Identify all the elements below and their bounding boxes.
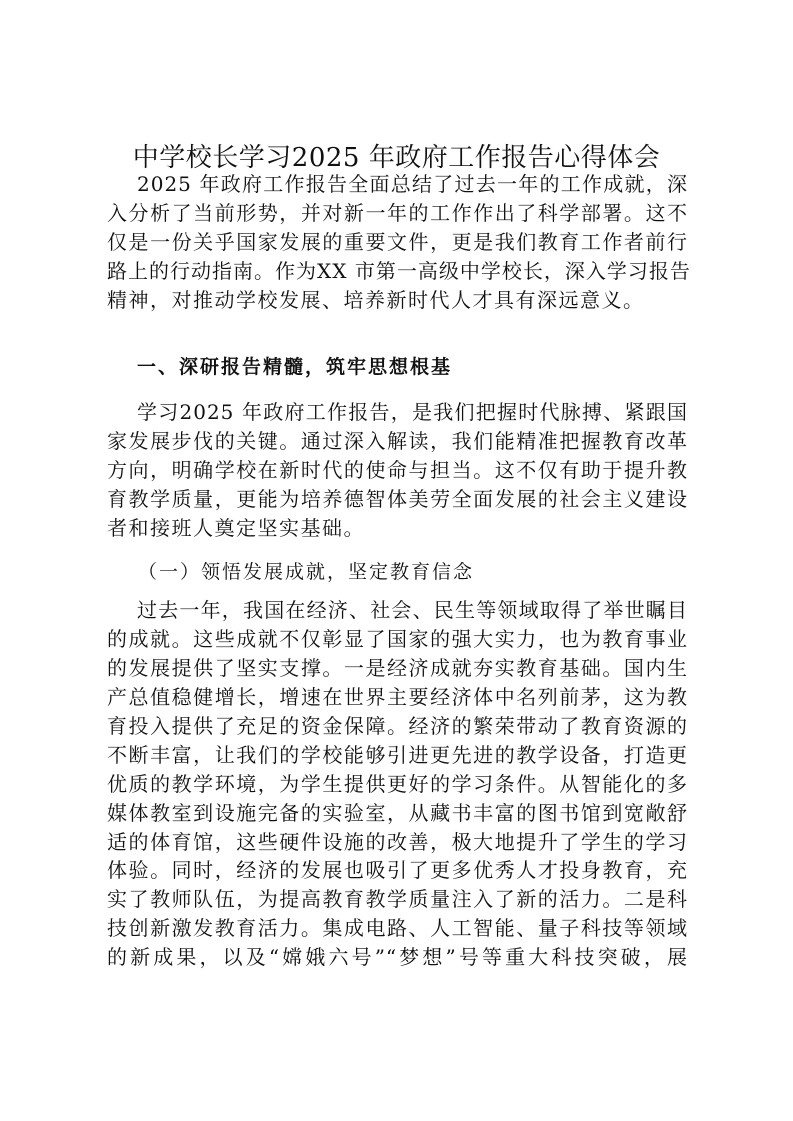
text-line: 仅是一份关乎国家发展的重要文件，更是我们教育工作者前行 [107, 230, 688, 254]
text-line: 的成就。这些成就不仅彰显了国家的强大实力，也为教育事业 [107, 627, 688, 651]
text-line: 的新成果，以及“嫦娥六号”“梦想”号等重大科技突破，展 [107, 945, 688, 969]
text-line: 体验。同时，经济的发展也吸引了更多优秀人才投身教育，充 [107, 858, 688, 882]
text-line: 优质的教学环境，为学生提供更好的学习条件。从智能化的多 [107, 772, 688, 796]
text-line: 技创新激发教育活力。集成电路、人工智能、量子科技等领域 [107, 916, 688, 940]
text-line: 精神，对推动学校发展、培养新时代人才具有深远意义。 [107, 288, 645, 312]
text-line: 2025 年政府工作报告全面总结了过去一年的工作成就，深 [137, 172, 688, 196]
text-line: 育投入提供了充足的资金保障。经济的繁荣带动了教育资源的 [107, 714, 688, 738]
text-line: 媒体教室到设施完备的实验室，从藏书丰富的图书馆到宽敞舒 [107, 801, 688, 825]
section-heading-1: 一、深研报告精髓，筑牢思想根基 [137, 356, 453, 378]
text-line: 育教学质量，更能为培养德智体美劳全面发展的社会主义建设 [107, 487, 688, 511]
text-line: 的发展提供了坚实支撑。一是经济成就夯实教育基础。国内生 [107, 656, 688, 680]
text-line: 方向，明确学校在新时代的使命与担当。这不仅有助于提升教 [107, 458, 688, 482]
text-line: 过去一年，我国在经济、社会、民生等领域取得了举世瞩目 [137, 598, 688, 622]
text-line: 学习2025 年政府工作报告，是我们把握时代脉搏、紧跟国 [137, 400, 688, 424]
text-line: 产总值稳健增长，增速在世界主要经济体中名列前茅，这为教 [107, 685, 688, 709]
document-title: 中学校长学习2025 年政府工作报告心得体会 [132, 143, 661, 173]
text-line: 入分析了当前形势，并对新一年的工作作出了科学部署。这不 [107, 201, 688, 225]
text-line: 不断丰富，让我们的学校能够引进更先进的教学设备，打造更 [107, 743, 688, 767]
text-line: 路上的行动指南。作为XX 市第一高级中学校长，深入学习报告 [107, 259, 691, 283]
text-line: 实了教师队伍，为提高教育教学质量注入了新的活力。二是科 [107, 887, 688, 911]
text-line: 家发展步伐的关键。通过深入解读，我们能精准把握教育改革 [107, 429, 688, 453]
text-line: 者和接班人奠定坚实基础。 [107, 516, 365, 540]
text-line: 适的体育馆，这些硬件设施的改善，极大地提升了学生的学习 [107, 830, 688, 854]
subsection-heading-1: （一）领悟发展成就，坚定教育信念 [138, 561, 475, 583]
